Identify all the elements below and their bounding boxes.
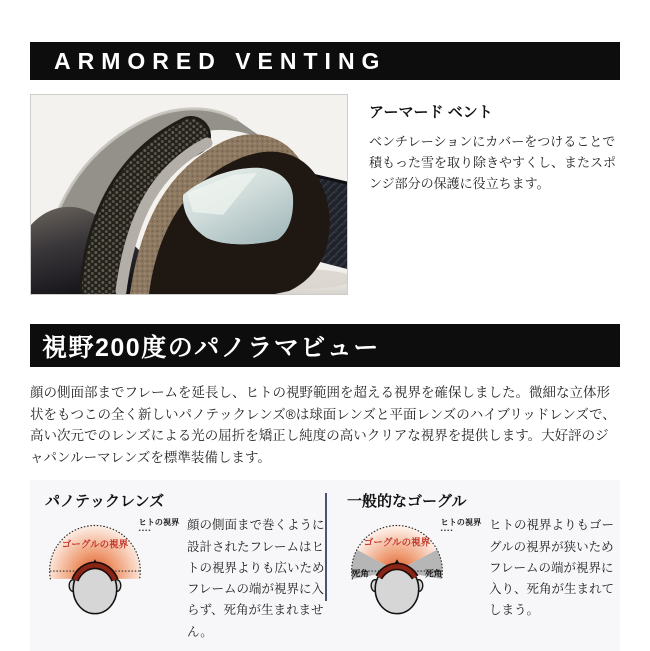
armored-venting-banner [30,42,620,80]
blind-spot-label-right: 死角 [425,568,443,579]
panorama-description: 顔の側面部までフレームを延長し、ヒトの視野範囲を超える視界を確保しました。微細な立体形状をもつこの全く新しいパノテックレンズ®は球面レンズと平面レンズのハイブリッドレンズで、高い次元でのレンズによる光の屈折を矯正し純度の高いクリアな視界を提供します。大好評のジャパンルーマレンズを標準装備します。 [30,385,616,465]
armored-venting-heading: アーマード ベント [369,104,493,121]
goggle-photo-illustration [31,95,347,294]
blind-spot-label-left: 死角 [351,568,369,579]
general-figure-row [347,513,620,621]
goggle-vent-photo [30,94,348,295]
fov-comparison-panel [30,480,620,651]
armored-venting-banner-title: ARMORED VENTING [54,47,387,74]
panotech-figure-row [45,513,325,643]
armored-venting-description: ベンチレーションにカバーをつけることで積もった雪を取り除きやすくし、またスポンジ部分の保護に役立ちます。 [369,134,617,191]
human-fov-label: ヒトの視界 [440,518,482,528]
panotech-title: パノテックレンズ [45,493,165,511]
panotech-column [30,490,325,643]
armored-venting-text [369,94,620,295]
general-goggle-column [325,490,620,643]
panotech-description: 顔の側面まで巻くように設計されたフレームはヒトの視界よりも広いためフレームの端が視界に入らず、死角が生まれません。 [187,518,325,639]
armored-venting-row [30,94,620,295]
panorama-banner [30,324,620,367]
comparison-divider [325,493,327,601]
human-fov-label: ヒトの視界 [138,518,180,528]
panorama-banner-title: 視野200度のパノラマビュー [42,333,380,362]
panotech-fov-diagram [45,513,183,620]
general-goggle-title: 一般的なゴーグル [347,493,467,511]
general-fov-diagram [347,513,485,620]
general-goggle-description: ヒトの視界よりもゴーグルの視界が狭いためフレームの端が視界に入り、死角が生まれてしまう。 [489,518,615,618]
goggle-fov-label: ゴーグルの視界 [363,538,431,550]
goggle-fov-label: ゴーグルの視界 [61,539,129,551]
